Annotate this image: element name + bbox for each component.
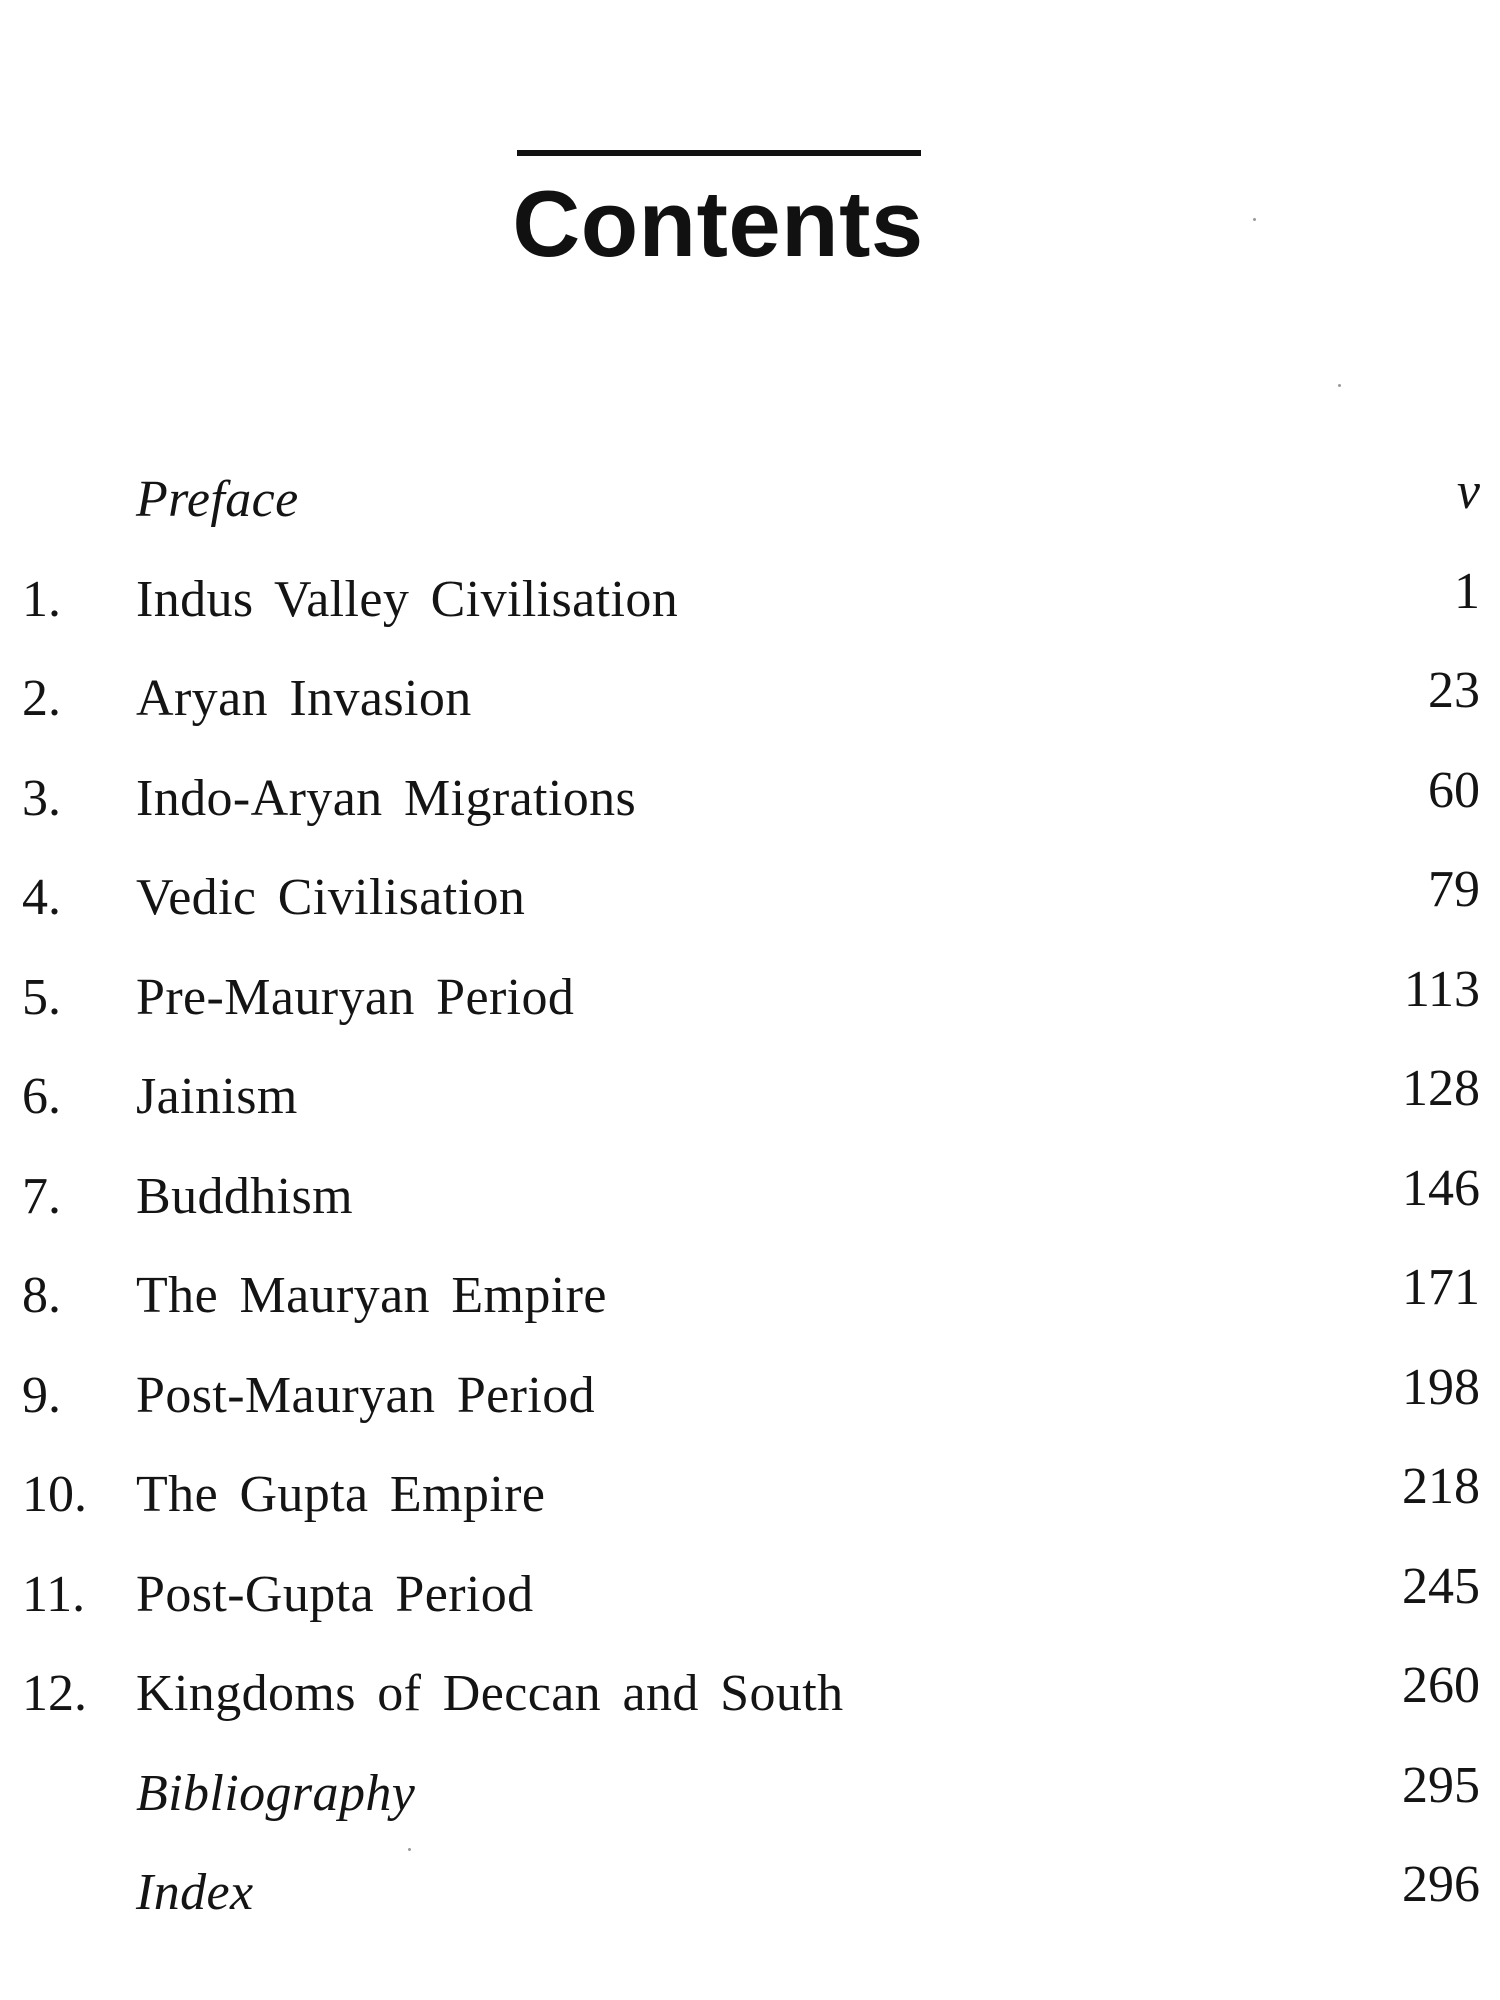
entry-title: Bibliography [136,1765,416,1822]
toc-entry-1[interactable] [0,560,1500,640]
entry-title: Post-Mauryan Period [136,1367,595,1424]
toc-entry-6[interactable] [0,1057,1500,1137]
entry-number: 1. [22,571,61,628]
entry-title: Jainism [136,1068,298,1125]
entry-number: 8. [22,1267,61,1324]
entry-page: 146 [1402,1160,1480,1217]
entry-page: 198 [1402,1359,1480,1416]
entry-page: 113 [1403,961,1480,1018]
entry-page: 128 [1402,1060,1480,1117]
entry-page: 295 [1402,1757,1480,1814]
entry-number: 3. [22,770,61,827]
page-title: Contents [512,171,924,276]
entry-title: The Mauryan Empire [136,1267,607,1324]
title-rule [517,150,921,156]
entry-title: Buddhism [136,1168,354,1225]
entry-page: v [1456,463,1480,520]
entry-page: 218 [1402,1458,1480,1515]
toc-entry-8[interactable] [0,1256,1500,1336]
entry-title: Preface [136,471,299,528]
toc-entry-preface[interactable] [0,460,1500,540]
toc-entry-2[interactable] [0,659,1500,739]
entry-number: 7. [22,1168,61,1225]
paper-speck [1253,218,1256,221]
toc-entry-index[interactable] [0,1853,1500,1933]
toc-entry-3[interactable] [0,759,1500,839]
toc-entry-12[interactable] [0,1654,1500,1734]
entry-title: Index [136,1864,254,1921]
entry-page: 171 [1402,1259,1480,1316]
toc-entry-7[interactable] [0,1157,1500,1237]
toc-entry-5[interactable] [0,958,1500,1038]
toc-entry-9[interactable] [0,1356,1500,1436]
entry-title: Aryan Invasion [136,670,472,727]
entry-page: 1 [1454,563,1480,620]
entry-number: 5. [22,969,61,1026]
entry-number: 4. [22,869,61,926]
entry-page: 79 [1428,861,1480,918]
entry-page: 60 [1428,762,1480,819]
paper-speck [1338,384,1341,387]
entry-page: 23 [1428,662,1480,719]
entry-page: 296 [1402,1856,1480,1913]
entry-number: 6. [22,1068,61,1125]
entry-number: 11. [22,1566,86,1623]
entry-page: 245 [1402,1558,1480,1615]
entry-title: Pre-Mauryan Period [136,969,575,1026]
entry-title: Kingdoms of Deccan and South [136,1665,844,1722]
toc-entry-11[interactable] [0,1555,1500,1635]
toc-entry-4[interactable] [0,858,1500,938]
entry-title: Indus Valley Civilisation [136,571,679,628]
entry-title: Vedic Civilisation [136,869,526,926]
entry-title: Indo-Aryan Migrations [136,770,637,827]
entry-number: 10. [22,1466,87,1523]
entry-number: 12. [22,1665,87,1722]
entry-number: 2. [22,670,61,727]
entry-title: Post-Gupta Period [136,1566,534,1623]
toc-entry-bibliography[interactable] [0,1754,1500,1834]
entry-title: The Gupta Empire [136,1466,546,1523]
toc-entry-10[interactable] [0,1455,1500,1535]
paper-speck [408,1848,411,1851]
entry-page: 260 [1402,1657,1480,1714]
entry-number: 9. [22,1367,61,1424]
